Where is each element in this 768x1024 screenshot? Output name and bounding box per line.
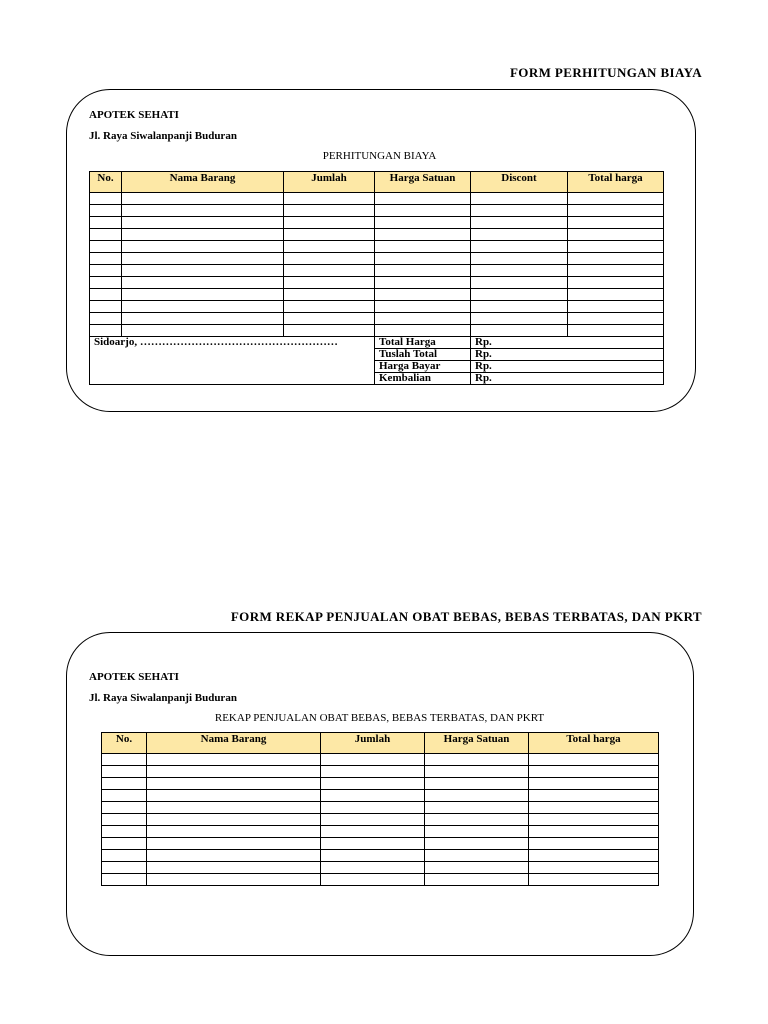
cell[interactable] [321,826,425,838]
cell[interactable] [321,790,425,802]
table-row [102,874,659,886]
cell[interactable] [529,766,659,778]
table-row [102,802,659,814]
cell[interactable] [284,193,375,205]
cell[interactable] [375,301,471,313]
cell[interactable] [122,193,284,205]
summary-value-payment[interactable]: Rp. [471,361,664,373]
cell[interactable] [90,205,122,217]
cell[interactable] [321,850,425,862]
cell[interactable] [122,241,284,253]
cell[interactable] [568,193,664,205]
cell[interactable] [284,313,375,325]
form2-pharmacy-address: Jl. Raya Siwalanpanji Buduran [89,692,237,704]
place-date-cell [90,337,375,385]
cell[interactable] [568,253,664,265]
cell[interactable] [284,277,375,289]
table-row [102,778,659,790]
table-row [90,229,664,241]
table-row [90,241,664,253]
cell[interactable] [529,790,659,802]
cell[interactable] [284,205,375,217]
cell[interactable] [102,766,147,778]
cell[interactable] [568,313,664,325]
cell[interactable] [122,277,284,289]
cell[interactable] [147,850,321,862]
table-row [90,265,664,277]
form1-cost-table [89,171,664,385]
cell[interactable] [471,301,568,313]
cell[interactable] [471,193,568,205]
form1-pharmacy-address: Jl. Raya Siwalanpanji Buduran [89,130,237,142]
column-header-total-price: Total harga [568,172,664,193]
cell[interactable] [122,205,284,217]
cell[interactable] [90,313,122,325]
cell[interactable] [147,862,321,874]
cell[interactable] [122,265,284,277]
column-header-no: No. [102,733,147,754]
cell[interactable] [90,277,122,289]
cell[interactable] [471,217,568,229]
cell[interactable] [122,217,284,229]
cell[interactable] [568,277,664,289]
cell[interactable] [90,289,122,301]
form1-section-title: PERHITUNGAN BIAYA [322,150,437,162]
cell[interactable] [568,301,664,313]
cell[interactable] [568,217,664,229]
cell[interactable] [568,241,664,253]
cell[interactable] [147,766,321,778]
cell[interactable] [375,241,471,253]
form2-section-title: REKAP PENJUALAN OBAT BEBAS, BEBAS TERBATAS, DAN PKRT [214,712,545,724]
cell[interactable] [102,838,147,850]
cell[interactable] [321,814,425,826]
cell[interactable] [122,289,284,301]
cell[interactable] [471,313,568,325]
cell[interactable] [529,778,659,790]
cell[interactable] [425,826,529,838]
cell[interactable] [90,265,122,277]
form2-pharmacy-name: APOTEK SEHATI [89,671,179,683]
place-date: Sidoarjo, ……………………………………………… [94,336,338,348]
cell[interactable] [375,205,471,217]
cell[interactable] [375,313,471,325]
cell[interactable] [284,289,375,301]
table-row [90,205,664,217]
cell[interactable] [425,802,529,814]
summary-label-payment: Harga Bayar [375,361,471,373]
summary-row-total [90,337,664,349]
cell[interactable] [90,325,122,337]
form1-pharmacy-name: APOTEK SEHATI [89,109,179,121]
cell[interactable] [375,277,471,289]
cell[interactable] [90,193,122,205]
cell[interactable] [284,241,375,253]
cell[interactable] [147,874,321,886]
cell[interactable] [102,754,147,766]
form1-header-row [90,172,664,193]
cell[interactable] [529,814,659,826]
cell[interactable] [375,325,471,337]
cell[interactable] [102,874,147,886]
cell[interactable] [375,253,471,265]
cell[interactable] [284,301,375,313]
cell[interactable] [471,229,568,241]
cell[interactable] [568,229,664,241]
cell[interactable] [90,241,122,253]
table-row [90,301,664,313]
column-header-discount: Discont [471,172,568,193]
table-row [90,193,664,205]
cell[interactable] [425,874,529,886]
form2-heading: FORM REKAP PENJUALAN OBAT BEBAS, BEBAS TERBATAS, DAN PKRT [230,609,702,624]
cell[interactable] [471,325,568,337]
cell[interactable] [529,802,659,814]
cell[interactable] [471,289,568,301]
cell[interactable] [284,229,375,241]
cell[interactable] [375,265,471,277]
cell[interactable] [321,838,425,850]
cell[interactable] [471,241,568,253]
cell[interactable] [425,754,529,766]
form1-heading: FORM PERHITUNGAN BIAYA [509,65,702,80]
cell[interactable] [90,253,122,265]
table-row [90,325,664,337]
cell[interactable] [375,229,471,241]
summary-value-change[interactable]: Rp. [471,373,664,385]
cell[interactable] [147,826,321,838]
table-row [102,754,659,766]
cell[interactable] [147,778,321,790]
table-row [102,826,659,838]
column-header-quantity: Jumlah [321,733,425,754]
cell[interactable] [284,217,375,229]
column-header-unit-price: Harga Satuan [425,733,529,754]
cell[interactable] [321,754,425,766]
table-row [90,289,664,301]
cell[interactable] [471,265,568,277]
cell[interactable] [375,289,471,301]
cell[interactable] [425,766,529,778]
cell[interactable] [102,862,147,874]
cell[interactable] [425,814,529,826]
cell[interactable] [122,253,284,265]
summary-label-tuslah: Tuslah Total [375,349,471,361]
cell[interactable] [321,862,425,874]
cell[interactable] [425,862,529,874]
cell[interactable] [102,826,147,838]
cell[interactable] [284,265,375,277]
cell[interactable] [102,778,147,790]
table-row [90,277,664,289]
cell[interactable] [321,778,425,790]
column-header-unit-price: Harga Satuan [375,172,471,193]
cell[interactable] [375,217,471,229]
form2-sales-recap-table [101,732,659,886]
table-row [102,814,659,826]
cell[interactable] [568,289,664,301]
cell[interactable] [568,205,664,217]
cell[interactable] [321,802,425,814]
column-header-quantity: Jumlah [284,172,375,193]
cell[interactable] [529,754,659,766]
cell[interactable] [284,325,375,337]
cell[interactable] [425,790,529,802]
cell[interactable] [90,301,122,313]
cell[interactable] [102,850,147,862]
cell[interactable] [529,850,659,862]
cell[interactable] [529,838,659,850]
table-row [102,766,659,778]
cell[interactable] [147,838,321,850]
cell[interactable] [568,265,664,277]
cell[interactable] [471,277,568,289]
column-header-no: No. [90,172,122,193]
cell[interactable] [375,193,471,205]
cell[interactable] [147,814,321,826]
cell[interactable] [122,301,284,313]
cell[interactable] [529,862,659,874]
column-header-item-name: Nama Barang [122,172,284,193]
cell[interactable] [122,229,284,241]
cell[interactable] [425,778,529,790]
summary-value-total[interactable]: Rp. [471,337,664,349]
table-row [102,850,659,862]
cell[interactable] [284,253,375,265]
form2-header-row [102,733,659,754]
cell[interactable] [471,253,568,265]
cell[interactable] [529,826,659,838]
cell[interactable] [425,838,529,850]
cell[interactable] [122,325,284,337]
cell[interactable] [147,802,321,814]
table-row [102,838,659,850]
cell[interactable] [122,313,284,325]
cell[interactable] [102,790,147,802]
summary-label-change: Kembalian [375,373,471,385]
table-row [102,862,659,874]
cell[interactable] [90,229,122,241]
summary-value-tuslah[interactable]: Rp. [471,349,664,361]
cell[interactable] [321,874,425,886]
summary-label-total: Total Harga [375,337,471,349]
cell[interactable] [102,814,147,826]
cell[interactable] [102,802,147,814]
cell[interactable] [321,766,425,778]
table-row [102,790,659,802]
table-row [90,313,664,325]
table-row [90,217,664,229]
column-header-total-price: Total harga [529,733,659,754]
column-header-item-name: Nama Barang [147,733,321,754]
cell[interactable] [425,850,529,862]
cell[interactable] [471,205,568,217]
cell[interactable] [147,790,321,802]
cell[interactable] [529,874,659,886]
cell[interactable] [147,754,321,766]
cell[interactable] [90,217,122,229]
table-row [90,253,664,265]
cell[interactable] [568,325,664,337]
